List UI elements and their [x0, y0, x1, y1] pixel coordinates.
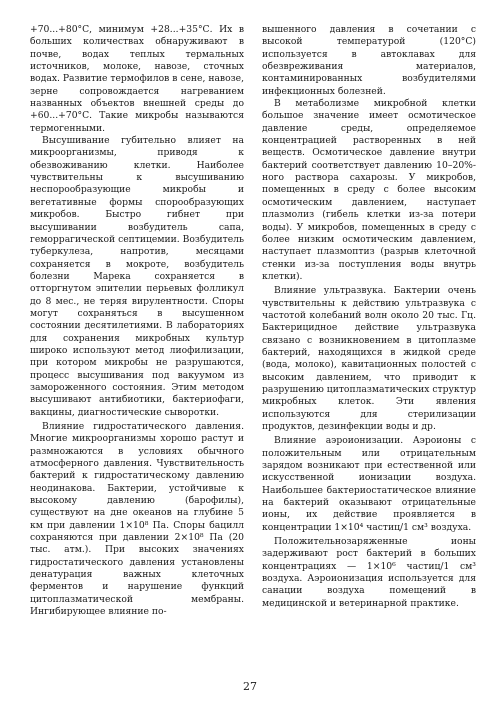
paragraph-aeroionization: Влияние аэроионизации. Аэроионы с положительным или отрицательным зарядом возникают при естественной или искусственной ионизации воздуха. Наибольшее бактериостатическое влияние на бактерий оказывают отрицательные ионы, их действие проявляется в концентрации 1×10⁴ частиц/1 см³ воздуха. — [262, 435, 476, 533]
right-text-column — [262, 24, 476, 610]
paragraph-thermophiles: +70...+80°С, минимум +28...+35°С. Их в больших количествах обнаруживают в почве, водах теплых термальных источников, молоке, навозе, сточных водах. Развитие термофилов в сене, навозе, зерне сопровождается нагреванием названных объектов внешней среды до +60...+70°С. Такие микробы называются термогенными. — [30, 24, 244, 134]
paragraph-osmotic-pressure: В метаболизме микробной клетки большое значение имеет осмотическое давление среды, определяемое концентрацией растворенных в ней веществ. Осмотическое давление внутри бактерий соответствует давлению 10–20%-ного раствора сахарозы. У микробов, помещенных в среду с более высоким осмотическим давлением, наступает плазмолиз (гибель клетки из-за потери воды). У микробов, помещенных в среду с более низким осмотическим давлением, наступает плазмоптиз (разрыв клеточной стенки из-за поступления воды внутрь клетки). — [262, 98, 476, 282]
paragraph-drying: Высушивание губительно влияет на микроорганизмы, приводя к обезвоживанию клетки. Наиболее чувствительны к высушиванию неспорообразующие микробы и вегетативные формы спорообразующих микробов. Быстро гибнет при высушивании возбудитель сапа, геморрагической септицемии. Возбудитель туберкулеза, напротив, месяцами сохраняется в мокроте, возбудитель болезни Марека сохраняется в отторгнутом эпителии перьевых фолликул до 8 мес., не теряя вирулентности. Споры могут сохраняться в высушенном состоянии десятилетиями. В лабораториях для сохранения микробных культур широко используют метод лиофилизации, при котором микробы не разрушаются, процесс высушивания под вакуумом из замороженного состояния. Этим методом высушивают антибиотики, бактериофаги, вакцины, диагностические сыворотки. — [30, 135, 244, 418]
paragraph-positive-ions: Положительнозаряженные ионы задерживают рост бактерий в больших концентрациях — 1×10⁶ частиц/1 см³ воздуха. Аэроионизация используется для санации воздуха помещений в медицинской и ветеринарной практике. — [262, 536, 476, 609]
page-number: 27 — [243, 680, 257, 693]
paragraph-ultrasound: Влияние ультразвука. Бактерии очень чувствительны к действию ультразвука с частотой колебаний волн около 20 тыс. Гц. Бактерицидное действие ультразвука связано с возникновением в цитоплазме бактерий, находящихся в жидкой среде (вода, молоко), кавитационных полостей с высоким давлением, что приводит к разрушению цитоплазматических структур микробных клеток. Эти явления используются для стерилизации продуктов, дезинфекции воды и др. — [262, 285, 476, 432]
left-text-column — [30, 24, 244, 619]
paragraph-autoclave: вышенного давления в сочетании с высокой температурой (120°С) используется в автоклавах для обезвреживания материалов, контаминированных возбудителями инфекционных болезней. — [262, 24, 476, 97]
paragraph-hydrostatic-pressure: Влияние гидростатического давления. Многие микроорганизмы хорошо растут и размножаются в условиях обычного атмосферного давления. Чувствительность бактерий к гидростатическому давлению неодинакова. Бактерии, устойчивые к высокому давлению (барофилы), существуют на дне океанов на глубине 5 км при давлении 1×10⁸ Па. Споры бацилл сохраняются при давлении 2×10⁸ Па (20 тыс. атм.). При высоких значениях гидростатического давления установлены денатурация важных клеточных ферментов и нарушение функций цитоплазматической мембраны. Ингибирующее влияние по- — [30, 421, 244, 618]
